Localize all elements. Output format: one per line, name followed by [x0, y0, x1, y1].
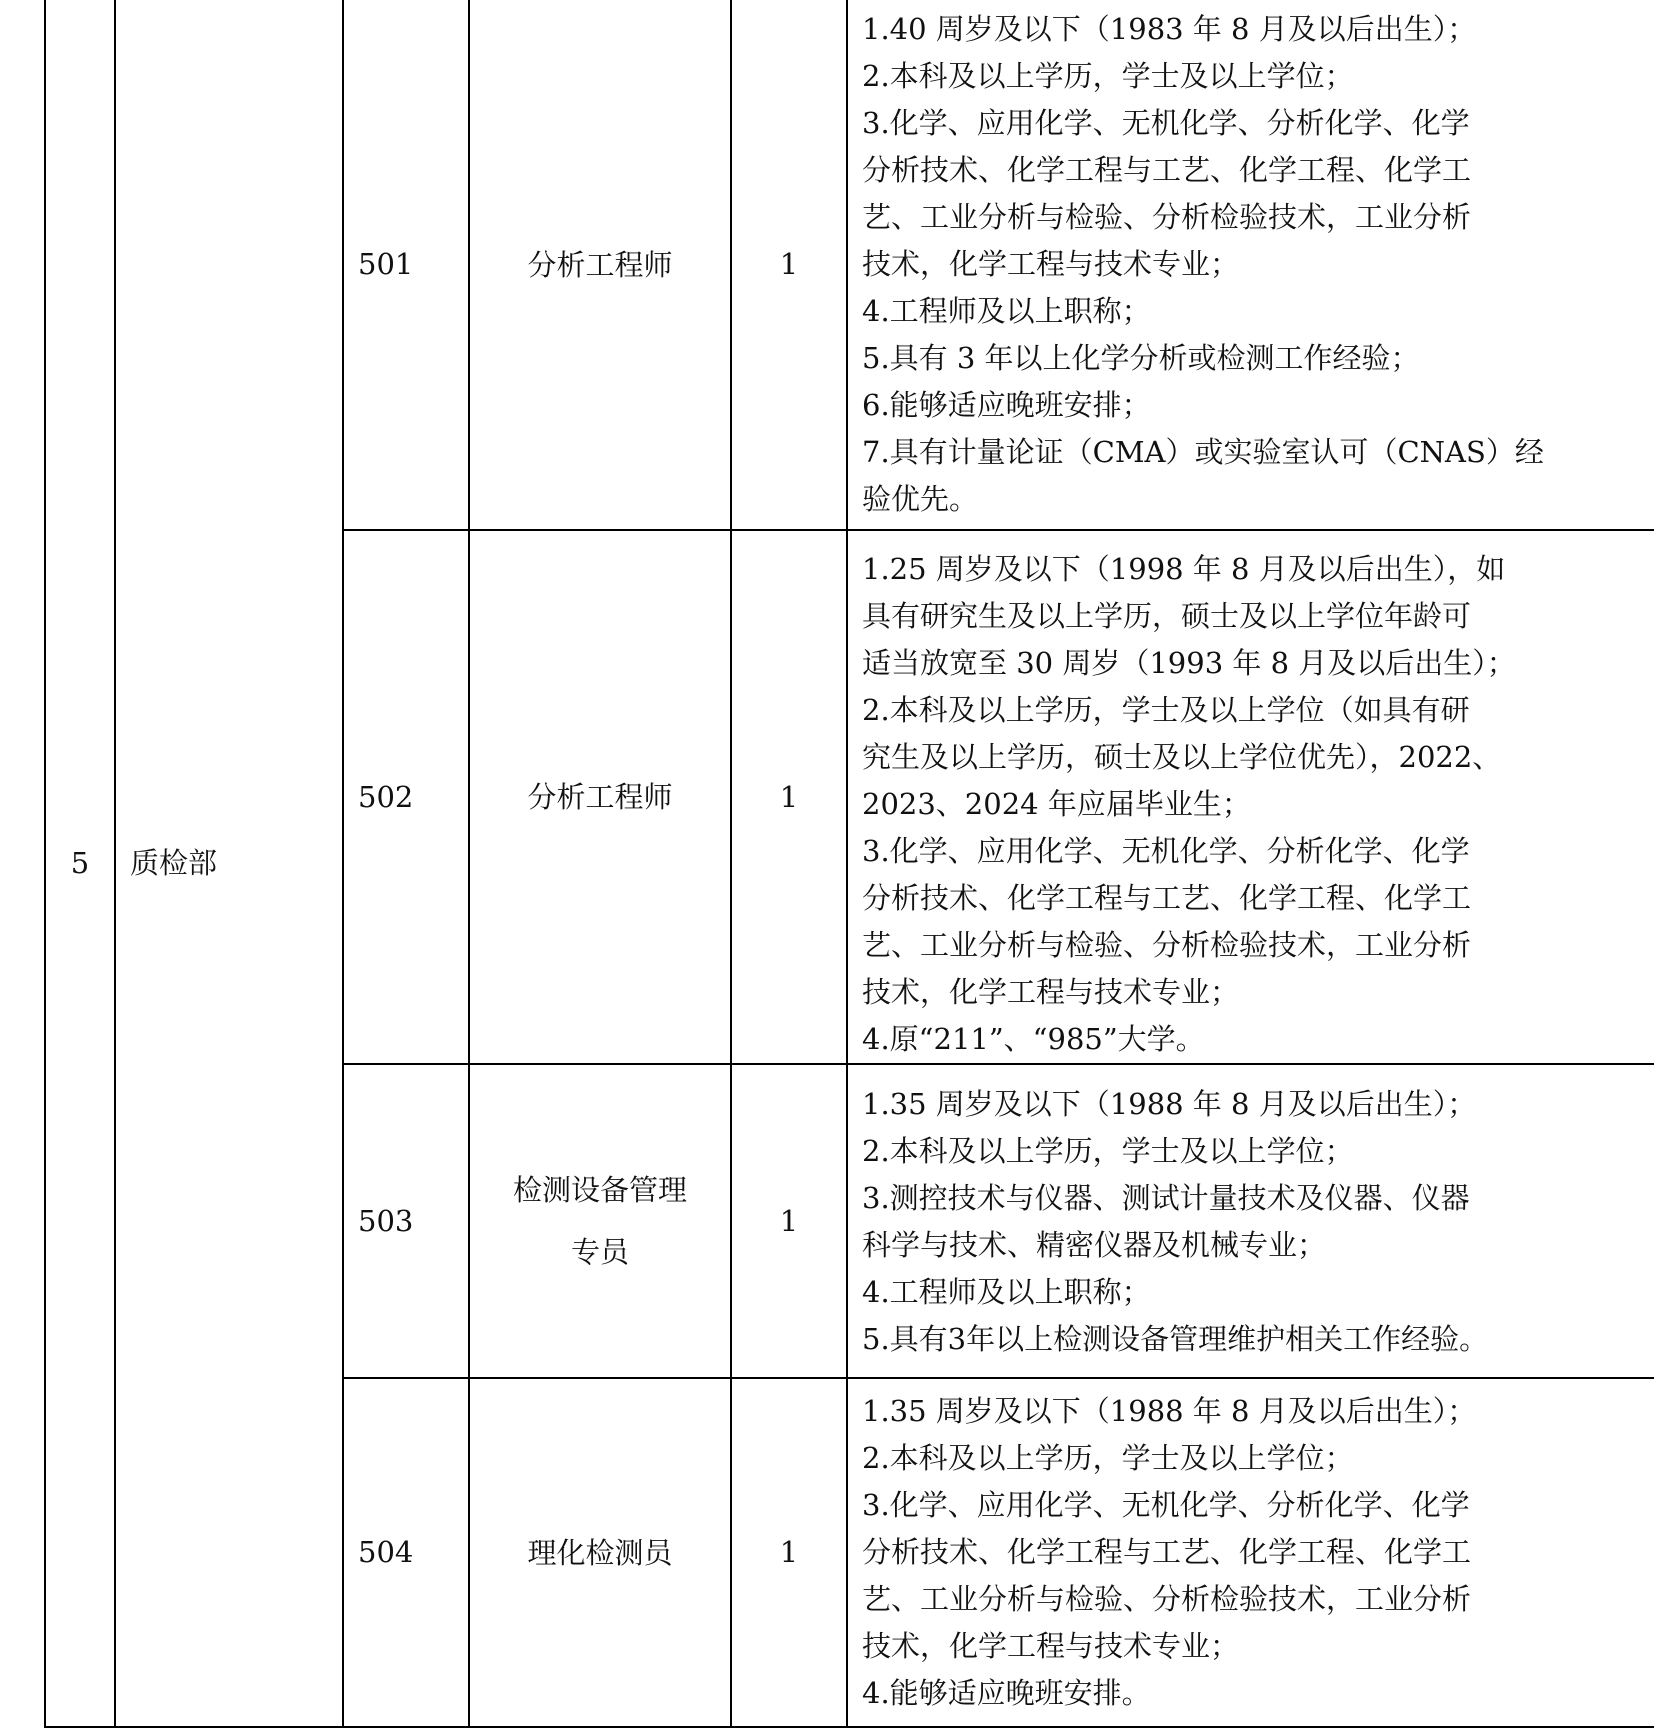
position-code: 503 — [343, 1064, 469, 1378]
requirement-line: 技术，化学工程与技术专业； — [862, 1629, 1240, 1663]
requirement-line: 究生及以上学历，硕士及以上学位优先），2022、 — [862, 740, 1502, 774]
requirement-line: 艺、工业分析与检验、分析检验技术，工业分析 — [862, 200, 1472, 234]
requirement-line: 3.化学、应用化学、无机化学、分析化学、化学 — [862, 834, 1470, 868]
department-name: 质检部 — [115, 0, 343, 1727]
requirement-line: 5.具有 3 年以上化学分析或检测工作经验； — [862, 341, 1420, 375]
requirement-line: 2.本科及以上学历，学士及以上学位； — [862, 59, 1354, 93]
requirement-line: 1.35 周岁及以下（1988 年 8 月及以后出生）； — [862, 1394, 1477, 1428]
position-requirements — [847, 530, 1654, 1064]
requirement-line: 验优先。 — [862, 482, 979, 516]
position-name-line: 理化检测员 — [527, 1535, 673, 1570]
position-name-line: 检测设备管理 — [512, 1173, 687, 1207]
position-count: 1 — [731, 530, 847, 1064]
requirement-line: 4.工程师及以上职称； — [862, 294, 1151, 328]
position-requirements — [847, 0, 1654, 530]
requirement-line: 1.40 周岁及以下（1983 年 8 月及以后出生）； — [862, 12, 1477, 46]
requirement-line: 分析技术、化学工程与工艺、化学工程、化学工 — [862, 881, 1472, 915]
requirement-line: 1.35 周岁及以下（1988 年 8 月及以后出生）； — [862, 1087, 1477, 1121]
position-name — [469, 530, 731, 1064]
position-count: 1 — [731, 0, 847, 530]
position-requirements — [847, 1064, 1654, 1378]
position-count: 1 — [731, 1378, 847, 1727]
requirement-line: 4.工程师及以上职称； — [862, 1275, 1151, 1309]
position-requirements — [847, 1378, 1654, 1727]
requirement-line: 分析技术、化学工程与工艺、化学工程、化学工 — [862, 153, 1472, 187]
position-code: 501 — [343, 0, 469, 530]
requirement-line: 3.化学、应用化学、无机化学、分析化学、化学 — [862, 1488, 1470, 1522]
position-name — [469, 1064, 731, 1378]
requirement-line: 技术，化学工程与技术专业； — [862, 975, 1240, 1009]
recruitment-table — [44, 0, 1654, 1728]
position-name — [469, 0, 731, 530]
requirement-line: 5.具有3年以上检测设备管理维护相关工作经验。 — [862, 1322, 1489, 1356]
requirement-line: 3.测控技术与仪器、测试计量技术及仪器、仪器 — [862, 1181, 1470, 1215]
department-number: 5 — [45, 0, 115, 1727]
requirement-line: 具有研究生及以上学历，硕士及以上学位年龄可 — [862, 599, 1472, 633]
requirement-line: 科学与技术、精密仪器及机械专业； — [862, 1228, 1327, 1262]
requirement-line: 6.能够适应晚班安排； — [862, 388, 1151, 422]
requirement-line: 艺、工业分析与检验、分析检验技术，工业分析 — [862, 1582, 1472, 1616]
requirement-line: 2.本科及以上学历，学士及以上学位； — [862, 1134, 1354, 1168]
requirement-line: 4.原“211”、“985”大学。 — [862, 1022, 1205, 1056]
table-row — [45, 0, 1654, 530]
requirement-line: 3.化学、应用化学、无机化学、分析化学、化学 — [862, 106, 1470, 140]
requirement-line: 分析技术、化学工程与工艺、化学工程、化学工 — [862, 1535, 1472, 1569]
requirement-line: 2.本科及以上学历，学士及以上学位（如具有研 — [862, 693, 1470, 727]
requirement-line: 7.具有计量论证（CMA）或实验室认可（CNAS）经 — [862, 435, 1544, 469]
requirement-line: 2023、2024 年应届毕业生； — [862, 787, 1251, 821]
requirement-line: 4.能够适应晚班安排。 — [862, 1676, 1151, 1710]
requirement-line: 技术，化学工程与技术专业； — [862, 247, 1240, 281]
position-name-line: 分析工程师 — [527, 247, 673, 282]
position-count: 1 — [731, 1064, 847, 1378]
position-code: 502 — [343, 530, 469, 1064]
requirement-line: 艺、工业分析与检验、分析检验技术，工业分析 — [862, 928, 1472, 962]
requirement-line: 2.本科及以上学历，学士及以上学位； — [862, 1441, 1354, 1475]
position-name — [469, 1378, 731, 1727]
position-name-line: 专员 — [570, 1235, 629, 1269]
position-code: 504 — [343, 1378, 469, 1727]
requirement-line: 适当放宽至 30 周岁（1993 年 8 月及以后出生）； — [862, 646, 1516, 680]
position-name-line: 分析工程师 — [527, 780, 673, 814]
requirement-line: 1.25 周岁及以下（1998 年 8 月及以后出生），如 — [862, 552, 1506, 586]
